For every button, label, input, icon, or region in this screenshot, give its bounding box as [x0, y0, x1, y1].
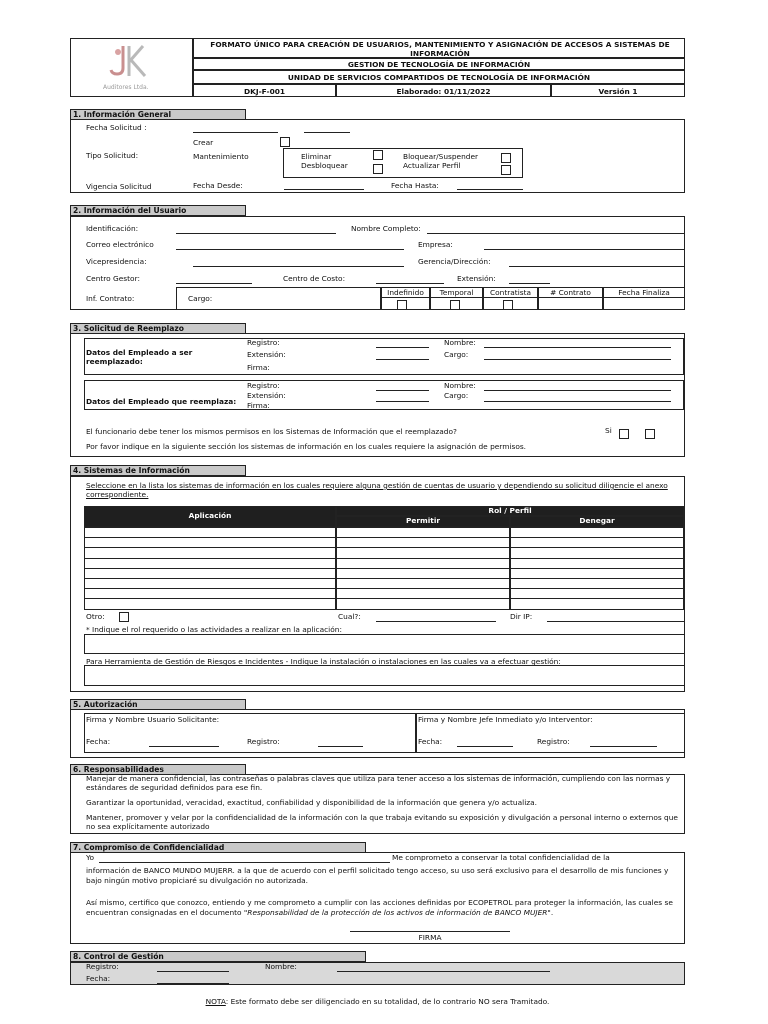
otro-checkbox[interactable]	[119, 612, 129, 622]
col-rol-header: Rol / Perfil	[336, 506, 684, 516]
section-6-title: 6. Responsabilidades	[70, 764, 246, 775]
section-4-title: 4. Sistemas de Información	[70, 465, 246, 476]
app-cell-permitir[interactable]	[336, 598, 510, 609]
control-nombre-field[interactable]	[337, 971, 550, 972]
compromiso-parrafo-2-text: Así mismo, certifico que conozco, entiendo y me comprometo a cumplir con las acciones definidas por ECOPETROL para proteger la información, las cuales se encuentran consignadas en el documento	[86, 898, 673, 917]
reemplazado-registro-label: Registro:	[247, 338, 280, 347]
otro-label: Otro:	[86, 612, 105, 621]
reemplazado-extension-label: Extensión:	[247, 350, 286, 359]
compromiso-parrafo-1: información de BANCO MUNDO MUJERR. a la que de acuerdo con el perfil solicitado tengo acceso, su uso será exclusivo para el desarrollo de mis funciones y bajo ningún motivo propiciaré su divulgación no autorizada.	[86, 866, 669, 885]
reemplazado-extension-field[interactable]	[376, 359, 429, 360]
section-8-box	[70, 962, 685, 985]
contract-header-numero: # Contrato	[550, 288, 591, 297]
jefe-registro-label: Registro:	[537, 737, 570, 746]
dir-ip-label: Dir IP:	[510, 612, 533, 621]
footer-note	[70, 997, 685, 1006]
usuario-registro-field[interactable]	[318, 746, 363, 747]
centro-gestor-label: Centro Gestor:	[86, 274, 140, 283]
vicepresidencia-field[interactable]	[193, 266, 404, 267]
eliminar-checkbox[interactable]	[373, 150, 383, 160]
jefe-registro-field[interactable]	[590, 746, 657, 747]
si-label: Si	[605, 426, 612, 435]
reemplazado-cargo-label: Cargo:	[444, 350, 469, 359]
reemplaza-firma-label: Firma:	[247, 401, 270, 410]
nombre-completo-field[interactable]	[427, 233, 684, 234]
fecha-hasta-field[interactable]	[457, 189, 523, 190]
nota-text: : Este formato debe ser diligenciado en su totalidad, de lo contrario NO sera Tramitado.	[225, 997, 550, 1006]
logo-subtitle: Auditores Ltda.	[103, 84, 149, 91]
fecha-solicitud-field-2[interactable]	[304, 132, 350, 133]
inf-contrato-label: Inf. Contrato:	[86, 294, 135, 303]
contract-header-fecha: Fecha Finaliza	[618, 288, 670, 297]
responsabilidad-1: Manejar de manera confidencial, las contraseñas o palabras claves que utiliza para tener acceso a los sistemas de información, cumpliendo con las normas y estándares de seguridad definidos para ese fin.	[86, 774, 671, 792]
reemplazado-cargo-field[interactable]	[484, 359, 671, 360]
actualizar-perfil-label: Actualizar Perfil	[403, 161, 461, 170]
desbloquear-label: Desbloquear	[301, 161, 348, 170]
mantenimiento-label: Mantenimiento	[193, 152, 249, 161]
cargo-label: Cargo:	[188, 294, 213, 303]
bloquear-checkbox[interactable]	[501, 153, 511, 163]
dir-ip-field[interactable]	[547, 621, 684, 622]
reemplaza-nombre-field[interactable]	[484, 390, 671, 391]
herramienta-label: Para Herramienta de Gestión de Riesgos e Incidentes - Indique la instalación o instalaciones en las cuales va a efectuar gestión:	[86, 657, 561, 666]
indefinido-checkbox[interactable]	[397, 300, 407, 310]
identificacion-field[interactable]	[176, 233, 336, 234]
reemplaza-registro-field[interactable]	[376, 390, 429, 391]
area-title: GESTION DE TECNOLOGÍA DE INFORMACIÓN	[347, 60, 531, 69]
responsabilidad-3: Mantener, promover y velar por la confidencialidad de la información con la que trabaja evitando su exposición y divulgación a personal interno o externos que no sea explícitamente autorizado	[86, 813, 678, 831]
control-nombre-label: Nombre:	[265, 962, 297, 971]
correo-label: Correo electrónico	[86, 240, 154, 249]
crear-checkbox[interactable]	[280, 137, 290, 147]
section-1-title: 1. Información General	[70, 109, 246, 120]
vigencia-label: Vigencia Solicitud	[86, 182, 152, 191]
temporal-checkbox[interactable]	[450, 300, 460, 310]
firma-jefe-label: Firma y Nombre Jefe Inmediato y/o Interventor:	[418, 715, 593, 724]
fecha-solicitud-field-1[interactable]	[193, 132, 278, 133]
fecha-solicitud-label: Fecha Solicitud :	[86, 123, 147, 132]
col-permitir-header: Permitir	[336, 516, 510, 527]
app-cell-denegar[interactable]	[510, 598, 684, 609]
empresa-field[interactable]	[484, 249, 684, 250]
usuario-fecha-label: Fecha:	[86, 737, 111, 746]
reemplazado-registro-field[interactable]	[376, 347, 429, 348]
control-fecha-label: Fecha:	[86, 974, 111, 983]
vicepresidencia-label: Vicepresidencia:	[86, 257, 147, 266]
reemplazado-nombre-field[interactable]	[484, 347, 671, 348]
company-logo	[105, 42, 155, 84]
section-2-title: 2. Información del Usuario	[70, 205, 246, 216]
compromiso-parrafo-2-end: .	[550, 907, 554, 917]
identificacion-label: Identificación:	[86, 224, 139, 233]
contract-header-divider	[381, 297, 685, 298]
centro-gestor-field[interactable]	[176, 283, 252, 284]
compromiso-parrafo-2	[86, 898, 686, 917]
centro-costo-label: Centro de Costo:	[283, 274, 346, 283]
instalaciones-textbox[interactable]	[84, 665, 685, 686]
control-fecha-field[interactable]	[157, 983, 229, 984]
empleado-reemplaza-label: Datos del Empleado que reemplaza:	[86, 397, 237, 406]
reemplaza-nombre-label: Nombre:	[444, 381, 476, 390]
yo-field[interactable]	[99, 862, 390, 863]
usuario-fecha-field[interactable]	[149, 746, 219, 747]
reemplazado-firma-label: Firma:	[247, 363, 270, 372]
jefe-fecha-label: Fecha:	[418, 737, 443, 746]
compromiso-label: Me comprometo a conservar la total confidencialidad de la	[392, 853, 610, 862]
jefe-fecha-field[interactable]	[457, 746, 513, 747]
empleado-reemplazado-label: Datos del Empleado a ser reemplazado:	[86, 348, 193, 366]
reemplaza-extension-label: Extensión:	[247, 391, 286, 400]
responsabilidad-2: Garantizar la oportunidad, veracidad, exactitud, confiabilidad y disponibilidad de la información que genera y/o actualiza.	[86, 798, 538, 807]
correo-field[interactable]	[176, 249, 404, 250]
section-3-title: 3. Solicitud de Reemplazo	[70, 323, 246, 334]
section-7-title: 7. Compromiso de Confidencialidad	[70, 842, 366, 853]
empresa-label: Empresa:	[418, 240, 453, 249]
fecha-desde-label: Fecha Desde:	[193, 181, 243, 190]
seleccione-instruccion: Seleccione en la lista los sistemas de información en los cuales requiere alguna gestión de cuentas de usuario y dependiendo su solicitud diligencie el anexo correspondiente.	[86, 481, 668, 499]
col-denegar-header: Denegar	[510, 516, 684, 527]
indicacion-text: Por favor indique en la siguiente sección los sistemas de información en los cuales requiere la asignación de permisos.	[86, 442, 527, 451]
document-title: FORMATO ÚNICO PARA CREACIÓN DE USUARIOS, MANTENIMIENTO Y ASIGNACIÓN DE ACCESOS A SISTEMAS DE INFORMACIÓN	[210, 40, 670, 58]
control-registro-label: Registro:	[86, 962, 119, 971]
elaborado-date: Elaborado: 01/11/2022	[396, 87, 491, 96]
extension-field[interactable]	[509, 283, 550, 284]
unit-title: UNIDAD DE SERVICIOS COMPARTIDOS DE TECNOLOGÍA DE INFORMACIÓN	[287, 73, 591, 82]
cual-label: Cual?:	[338, 612, 361, 621]
indique-rol-label: * Indique el rol requerido o las actividades a realizar en la aplicación:	[86, 625, 342, 634]
crear-label: Crear	[193, 138, 214, 147]
bloquear-label: Bloquear/Suspender	[403, 152, 479, 161]
nombre-completo-label: Nombre Completo:	[351, 224, 421, 233]
yo-label: Yo	[86, 853, 95, 862]
firma-label: FIRMA	[418, 933, 442, 942]
gerencia-field[interactable]	[509, 266, 684, 267]
usuario-registro-label: Registro:	[247, 737, 280, 746]
no-checkbox[interactable]	[645, 429, 655, 439]
version: Versión 1	[598, 87, 638, 96]
firma-usuario-label: Firma y Nombre Usuario Solicitante:	[86, 715, 220, 724]
fecha-desde-field[interactable]	[284, 189, 364, 190]
nota-label: NOTA	[205, 997, 226, 1006]
contract-header-temporal: Temporal	[439, 288, 474, 297]
contract-header-contratista: Contratista	[489, 288, 532, 297]
reemplaza-cargo-label: Cargo:	[444, 391, 469, 400]
app-cell-aplicacion[interactable]	[84, 598, 336, 609]
gerencia-label: Gerencia/Dirección:	[418, 257, 491, 266]
reemplaza-cargo-field[interactable]	[484, 401, 671, 402]
col-aplicacion-header: Aplicación	[84, 506, 336, 527]
actualizar-perfil-checkbox[interactable]	[501, 165, 511, 175]
section-5-title: 5. Autorización	[70, 699, 246, 710]
contract-header-indefinido: Indefinido	[387, 288, 424, 297]
eliminar-label: Eliminar	[301, 152, 332, 161]
documento-responsabilidad: "Responsabilidad de la protección de los activos de información de BANCO MUJER"	[243, 907, 551, 917]
fecha-hasta-label: Fecha Hasta:	[391, 181, 439, 190]
desbloquear-checkbox[interactable]	[373, 164, 383, 174]
document-code: DKJ-F-001	[244, 87, 285, 96]
centro-costo-field[interactable]	[376, 283, 444, 284]
extension-label: Extensión:	[457, 274, 496, 283]
control-registro-field[interactable]	[157, 971, 229, 972]
rol-requerido-textbox[interactable]	[84, 634, 685, 654]
reemplaza-registro-label: Registro:	[247, 381, 280, 390]
reemplazado-nombre-label: Nombre:	[444, 338, 476, 347]
section-8-title: 8. Control de Gestión	[70, 951, 366, 962]
tipo-solicitud-label: Tipo Solicitud:	[86, 151, 139, 160]
si-checkbox[interactable]	[619, 429, 629, 439]
mismos-permisos-question: El funcionario debe tener los mismos permisos en los Sistemas de Información que el reemplazado?	[86, 427, 457, 436]
firma-line[interactable]	[350, 931, 510, 932]
reemplaza-extension-field[interactable]	[376, 401, 429, 402]
cual-field[interactable]	[376, 621, 496, 622]
contratista-checkbox[interactable]	[503, 300, 513, 310]
